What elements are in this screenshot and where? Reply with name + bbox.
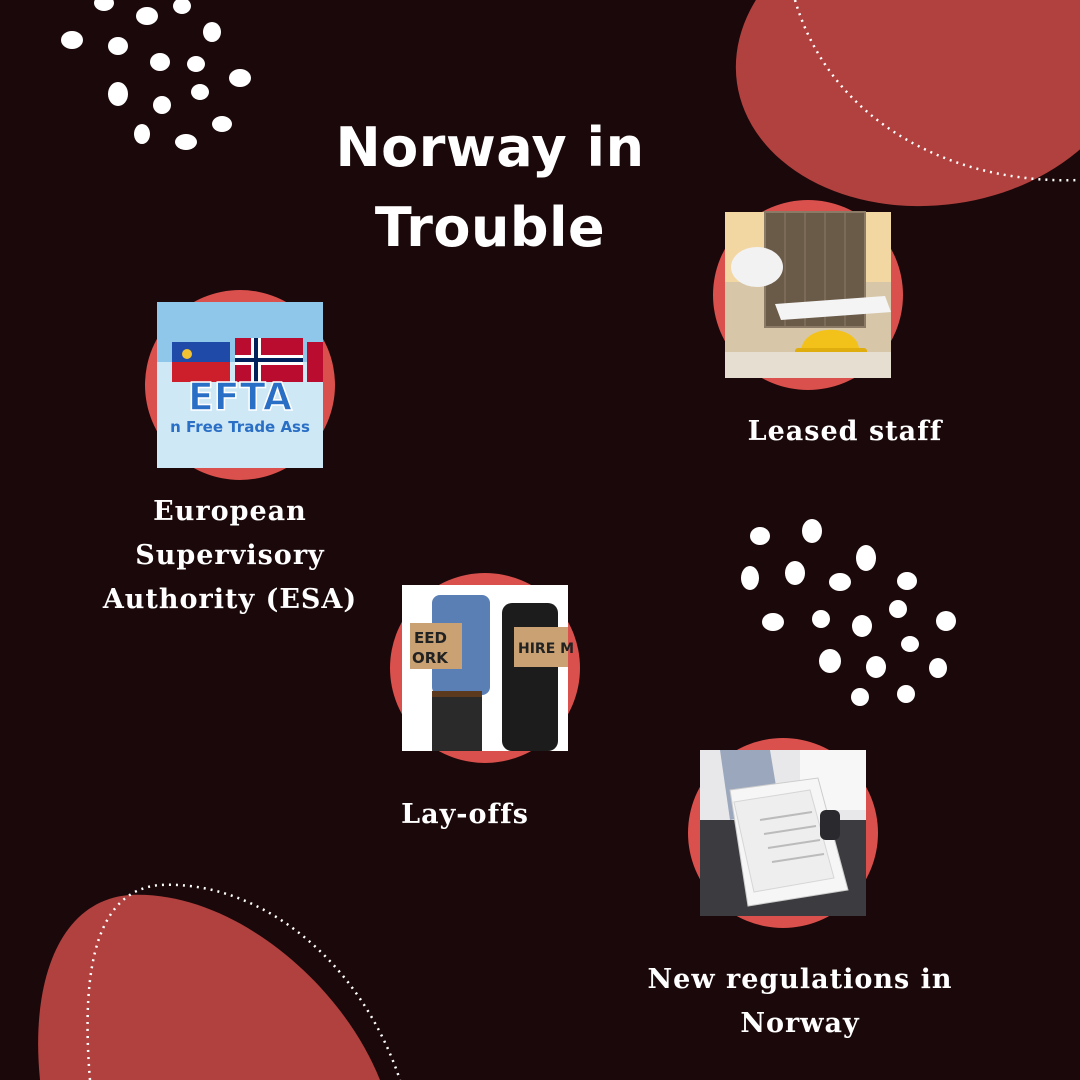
efta-flags-image: [157, 302, 323, 468]
signing-documents-image: [700, 750, 866, 916]
construction-plans-image: [725, 212, 891, 378]
regulations-photo-circle: [688, 738, 878, 928]
efta-photo-circle: [145, 290, 335, 480]
need-work-hire-image: [402, 585, 575, 751]
leased-staff-photo-circle: [713, 200, 903, 390]
caption-lay-offs: Lay-offs: [401, 799, 529, 830]
page-title: Norway in Trouble: [335, 116, 645, 259]
sign-hire-me: HIRE M: [518, 641, 575, 657]
sign-need-work-line2: ORK: [412, 649, 448, 667]
efta-image-subtext: n Free Trade Ass: [170, 418, 310, 436]
efta-image-text: EFTA: [187, 375, 293, 419]
caption-new-regulations: New regulations in Norway: [647, 964, 953, 1039]
layoffs-photo-circle: [390, 573, 580, 763]
sign-need-work-line1: EED: [414, 629, 447, 647]
dots-top-left: [61, 0, 251, 150]
caption-leased-staff: Leased staff: [747, 416, 943, 447]
dots-right: [741, 519, 956, 706]
caption-esa: European Supervisory Authority (ESA): [102, 496, 358, 615]
